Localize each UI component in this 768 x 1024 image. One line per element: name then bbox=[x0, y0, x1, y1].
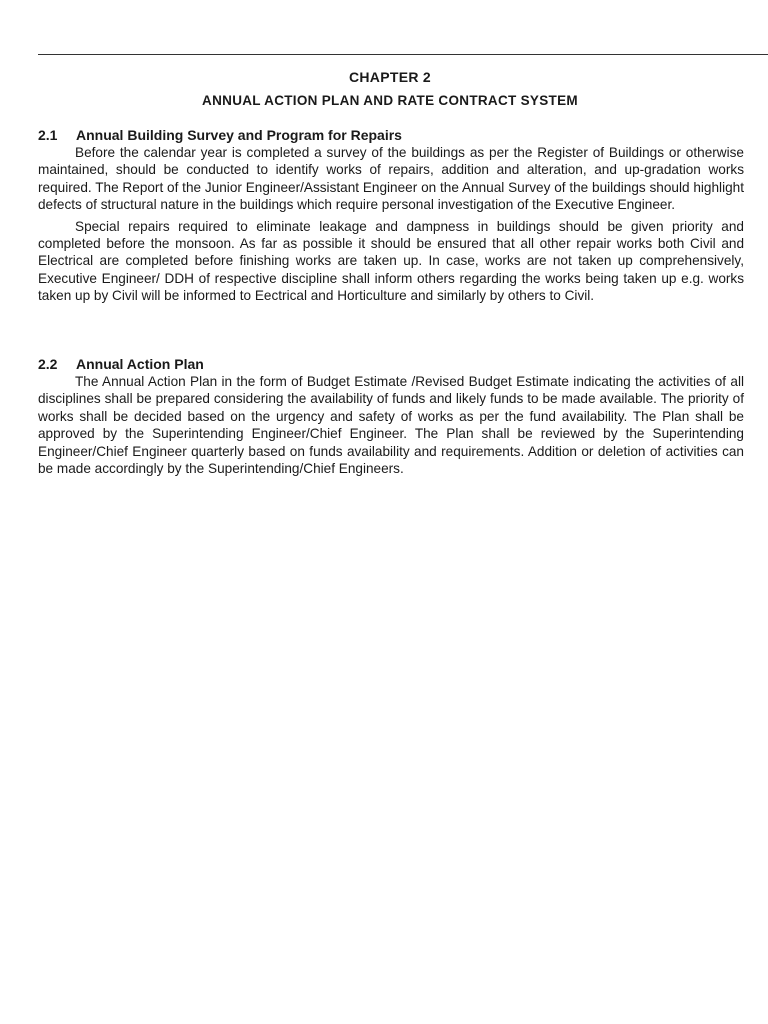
section-title: Annual Action Plan bbox=[76, 356, 204, 372]
section-heading bbox=[38, 126, 744, 144]
section-heading bbox=[38, 355, 744, 373]
paragraph: Special repairs required to eliminate leakage and dampness in buildings should be given priority and completed before the monsoon. As far as possible it should be ensured that all other repair works both Civil and Electrical are completed before finishing works are taken up. In case, works are not taken up comprehensively, Executive Engineer/ DDH of respective discipline shall inform others regarding the works being taken up e.g. works taken up by Civil will be informed to Eectrical and Horticulture and similarly by others to Civil. bbox=[38, 218, 744, 304]
header-rule bbox=[38, 54, 768, 55]
chapter-label: CHAPTER 2 bbox=[348, 69, 432, 85]
chapter-title: ANNUAL ACTION PLAN AND RATE CONTRACT SYSTEM bbox=[202, 93, 578, 108]
section-2-1 bbox=[38, 126, 744, 305]
section-number: 2.1 bbox=[38, 127, 58, 143]
paragraph: Before the calendar year is completed a survey of the buildings as per the Register of Buildings or otherwise maintained, should be conducted to identify works of repairs, addition and alteration, and up-gradation works required. The Report of the Junior Engineer/Assistant Engineer on the Annual Survey of the buildings should highlight defects of structural nature in the buildings which require personal investigation of the Executive Engineer. bbox=[38, 145, 744, 213]
section-title: Annual Building Survey and Program for Repairs bbox=[76, 127, 402, 143]
section-number: 2.2 bbox=[38, 356, 58, 372]
paragraph: The Annual Action Plan in the form of Budget Estimate /Revised Budget Estimate indicating the activities of all disciplines shall be prepared considering the availability of funds and likely funds to be made available. The priority of works shall be decided based on the urgency and safety of works as per the fund availability. The Plan shall be approved by the Superintending Engineer/Chief Engineer. The Plan shall be reviewed by the Superintending Engineer/Chief Engineer quarterly based on funds availability and requirements. Addition or deletion of activities can be made accordingly by the Superintending/Chief Engineers. bbox=[38, 374, 744, 477]
section-2-2 bbox=[38, 355, 744, 477]
